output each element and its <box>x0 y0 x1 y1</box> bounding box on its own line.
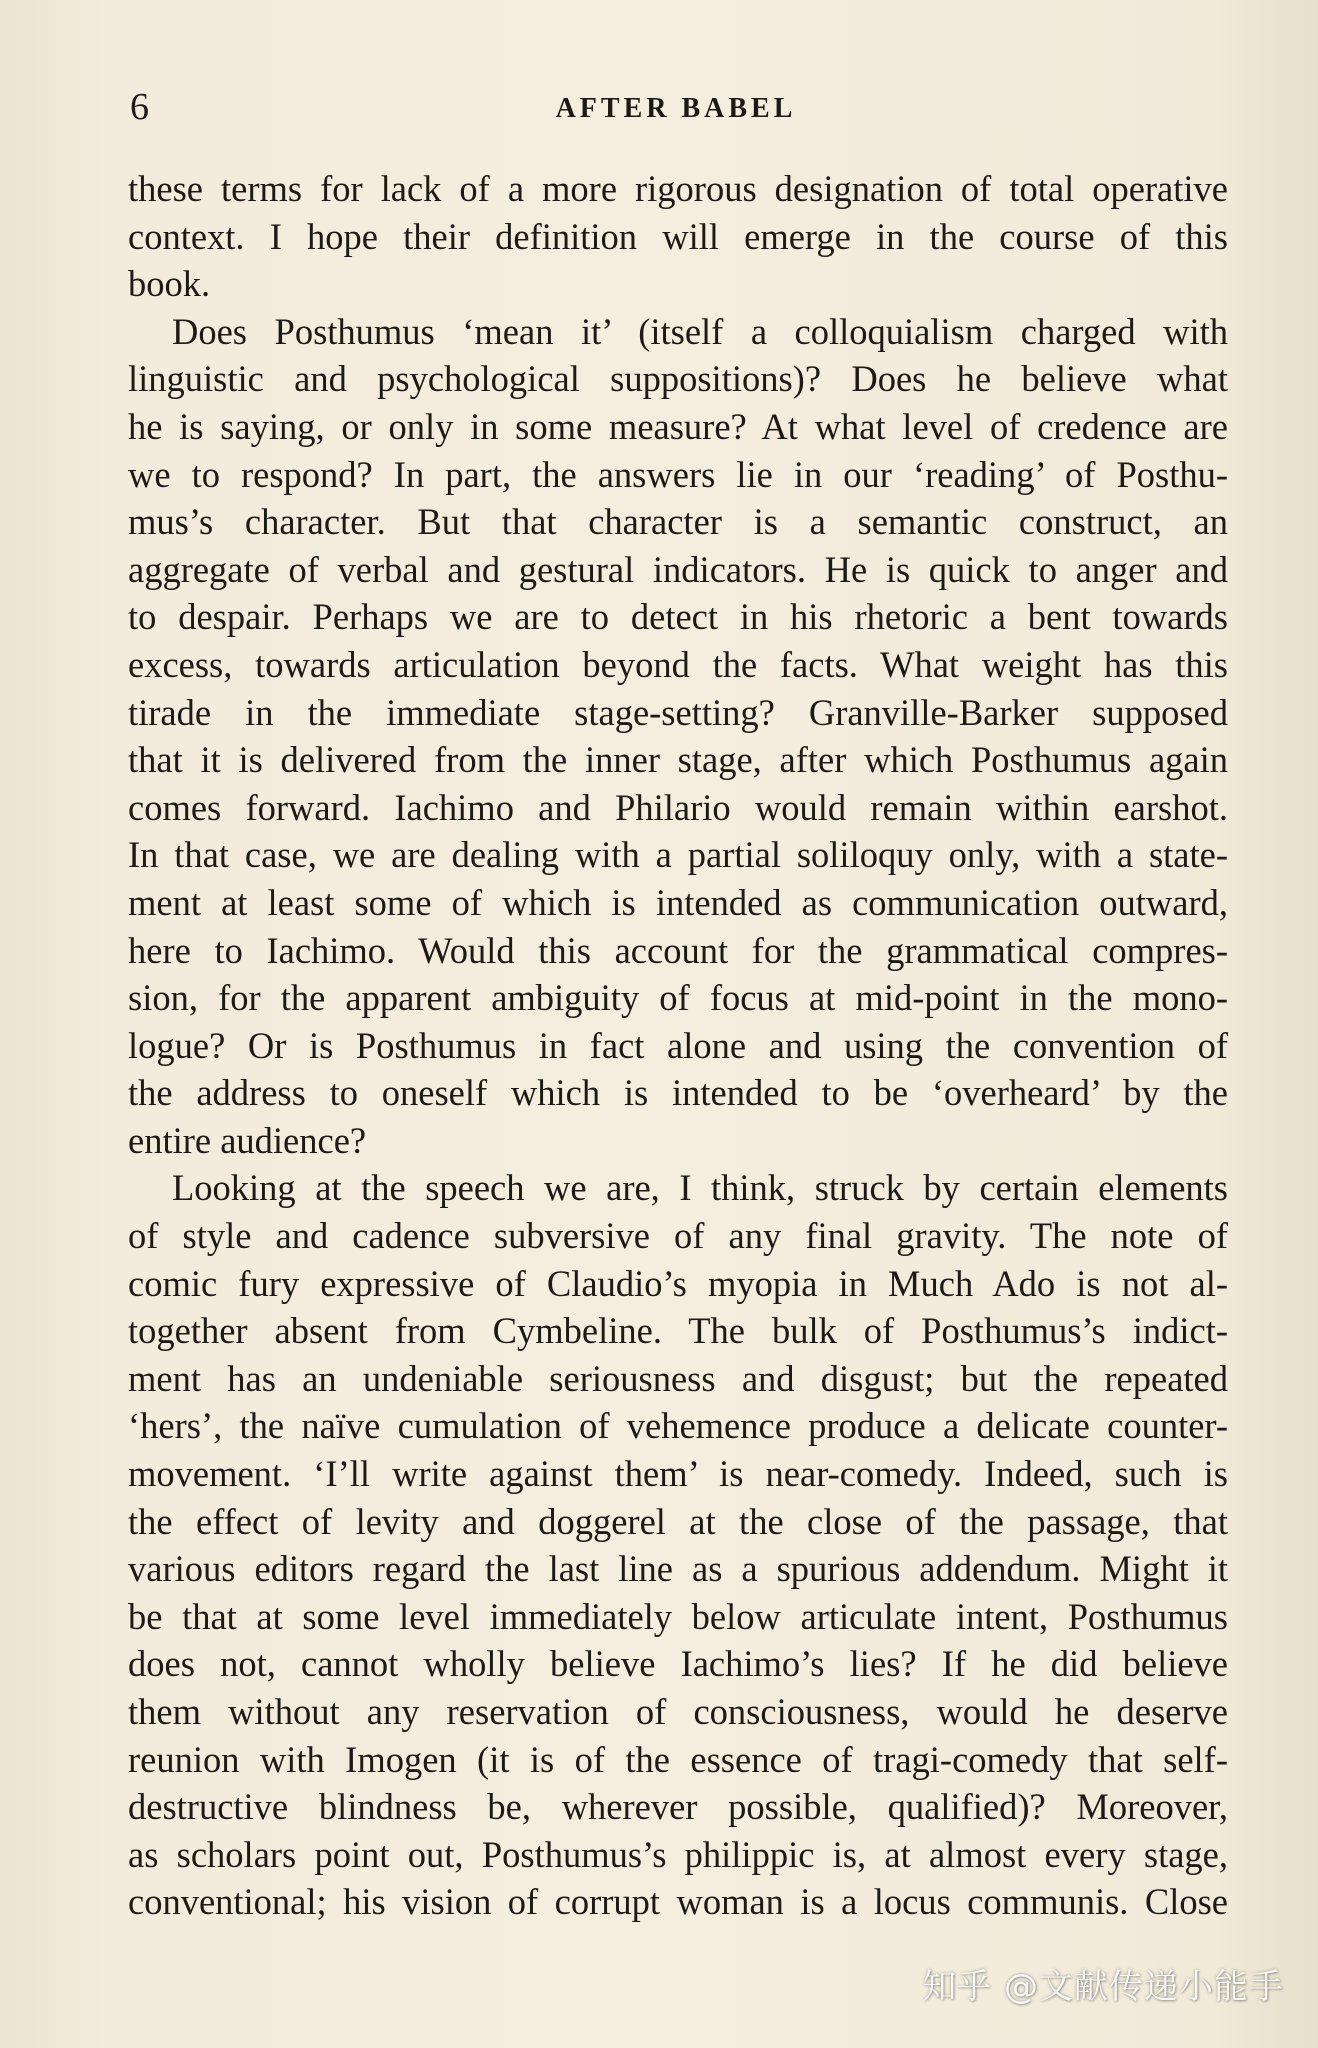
paragraph-first-line: Looking at the speech we are, I think, struck by certain elements <box>172 1167 1228 1209</box>
text-line: together absent from Cymbeline. The bulk of Posthumus’s indict- <box>128 1310 1228 1352</box>
text-line: comic fury expressive of Claudio’s myopia in Much Ado is not al- <box>128 1262 1228 1304</box>
running-title: AFTER BABEL <box>555 93 797 124</box>
text-line: conventional; his vision of corrupt woman is a locus communis. Close <box>128 1881 1228 1923</box>
paragraph-first-line: Does Posthumus ‘mean it’ (itself a colloquialism charged with <box>172 310 1228 352</box>
text-line: movement. ‘I’ll write against them’ is near-comedy. Indeed, such is <box>128 1453 1228 1495</box>
text-line: excess, towards articulation beyond the facts. What weight has this <box>128 643 1228 685</box>
text-line: In that case, we are dealing with a partial soliloquy only, with a state- <box>128 834 1228 876</box>
text-line: as scholars point out, Posthumus’s philippic is, at almost every stage, <box>128 1833 1228 1875</box>
text-line: mus’s character. But that character is a semantic construct, an <box>128 501 1228 543</box>
running-head <box>128 82 1224 132</box>
text-line: context. I hope their definition will emerge in the course of this <box>128 215 1228 257</box>
text-line: book. <box>128 263 211 305</box>
text-line: the effect of levity and doggerel at the close of the passage, that <box>128 1500 1228 1542</box>
text-line: that it is delivered from the inner stage, after which Posthumus again <box>128 739 1228 781</box>
text-line: he is saying, or only in some measure? At what level of credence are <box>128 405 1228 447</box>
text-line: them without any reservation of consciousness, would he deserve <box>128 1691 1228 1732</box>
text-line: here to Iachimo. Would this account for the grammatical compres- <box>128 929 1228 971</box>
text-line: tirade in the immediate stage-setting? Granville-Barker supposed <box>128 691 1228 733</box>
text-line: ment at least some of which is intended as communication outward, <box>128 881 1228 923</box>
text-line: various editors regard the last line as a spurious addendum. Might it <box>128 1548 1228 1590</box>
text-line: reunion with Imogen (it is of the essence of tragi-comedy that self- <box>128 1738 1228 1780</box>
watermark-text: 知乎 @文献传递小能手 <box>922 1967 1284 2007</box>
text-line: does not, cannot wholly believe Iachimo’s lies? If he did believe <box>128 1643 1228 1685</box>
text-line: to despair. Perhaps we are to detect in his rhetoric a bent towards <box>128 596 1228 638</box>
text-line: of style and cadence subversive of any final gravity. The note of <box>128 1215 1228 1257</box>
text-line: the address to oneself which is intended to be ‘overheard’ by the <box>128 1072 1228 1114</box>
text-line: logue? Or is Posthumus in fact alone and using the convention of <box>128 1024 1228 1066</box>
body-text <box>128 165 1228 1926</box>
text-line: these terms for lack of a more rigorous designation of total operative <box>128 168 1228 209</box>
text-line: comes forward. Iachimo and Philario would remain within earshot. <box>128 786 1228 828</box>
text-line: be that at some level immediately below articulate intent, Posthumus <box>128 1595 1228 1637</box>
text-line: sion, for the apparent ambiguity of focus at mid-point in the mono- <box>128 977 1228 1019</box>
text-line: aggregate of verbal and gestural indicators. He is quick to anger and <box>128 548 1228 590</box>
text-line: destructive blindness be, wherever possible, qualified)? Moreover, <box>128 1786 1228 1828</box>
text-line: we to respond? In part, the answers lie in our ‘reading’ of Posthu- <box>128 453 1228 495</box>
text-line: entire audience? <box>128 1119 367 1161</box>
text-line: ‘hers’, the naïve cumulation of vehemence produce a delicate counter- <box>128 1405 1228 1447</box>
page-number: 6 <box>130 86 149 128</box>
text-line: linguistic and psychological suppositions)? Does he believe what <box>128 358 1228 400</box>
text-line: ment has an undeniable seriousness and disgust; but the repeated <box>128 1357 1228 1399</box>
